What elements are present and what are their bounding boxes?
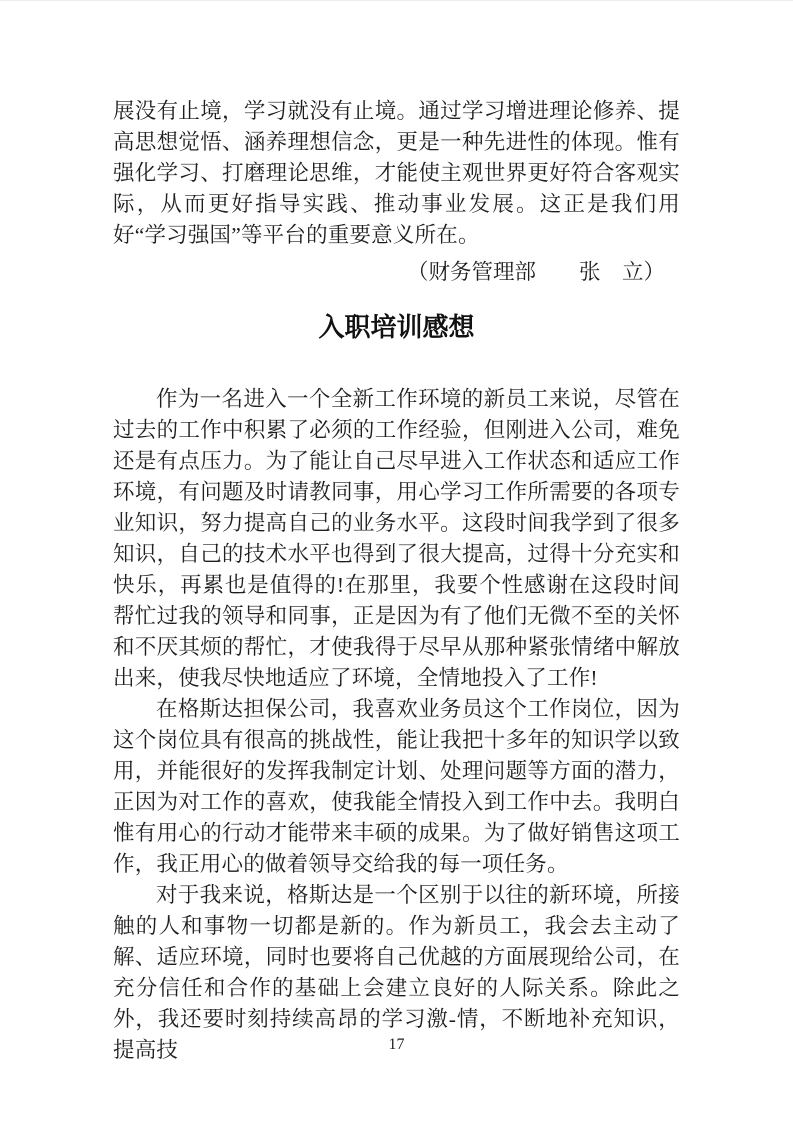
page-content [113,96,680,1066]
article-title: 入职培训感想 [318,312,475,342]
attribution-line: （财务管理部 张 立） [406,260,665,284]
article-paragraph-1: 作为一名进入一个全新工作环境的新员工来说，尽管在过去的工作中积累了必须的工作经验，但刚进入公司，难免还是有点压力。为了能让自己尽早进入工作状态和适应工作环境，有问题及时请教同事，用心学习工作所需要的各项专业知识，努力提高自己的业务水平。这段时间我学到了很多知识，自己的技术水平也得到了很大提高，过得十分充实和快乐，再累也是值得的!在那里，我要个性感谢在这段时间帮忙过我的领导和同事，正是因为有了他们无微不至的关怀和不厌其烦的帮忙，才使我得于尽早从那种紧张情绪中解放出来，使我尽快地适应了环境，全情地投入了工作! [113,387,680,690]
article-body [113,384,680,1066]
article-paragraph-3: 对于我来说，格斯达是一个区别于以往的新环境，所接触的人和事物一切都是新的。作为新员工，我会去主动了解、适应环境，同时也要将自己优越的方面展现给公司，在充分信任和合作的基础上会建立良好的人际关系。除此之外，我还要时刻持续高昂的学习激-情，不断地补充知识，提高技 [113,883,680,1062]
continued-paragraph: 展没有止境，学习就没有止境。通过学习增进理论修养、提高思想觉悟、涵养理想信念，更是一种先进性的体现。惟有强化学习、打磨理论思维，才能使主观世界更好符合客观实际，从而更好指导实践、推动事业发展。这正是我们用好“学习强国”等平台的重要意义所在。 [113,99,680,247]
article-paragraph-2: 在格斯达担保公司，我喜欢业务员这个工作岗位，因为这个岗位具有很高的挑战性，能让我把十多年的知识学以致用，并能很好的发挥我制定计划、处理问题等方面的潜力，正因为对工作的喜欢，使我能全情投入到工作中去。我明白惟有用心的行动才能带来丰硕的成果。为了做好销售这项工作，我正用心的做着领导交给我的每一项任务。 [113,697,680,876]
page-number: 17 [388,1036,405,1053]
